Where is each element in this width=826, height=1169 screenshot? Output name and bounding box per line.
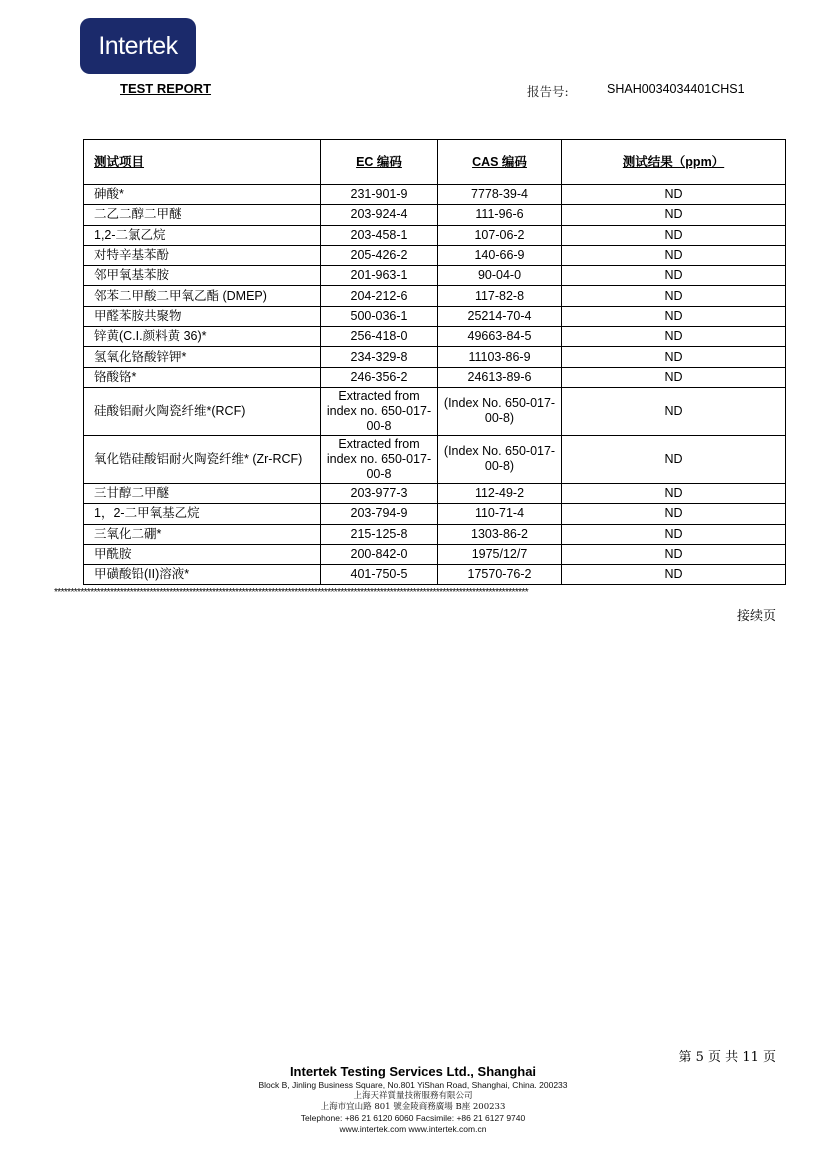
separator-line: ************************************************************************************************************************************************ [54, 588, 528, 598]
cell-test-item: 氢氧化铬酸锌钾* [84, 347, 321, 367]
cell-test-item: 甲醛苯胺共聚物 [84, 306, 321, 326]
cell-result: ND [562, 245, 786, 265]
page-number: 第 5 页 共 11 页 [678, 1050, 776, 1065]
cell-test-item: 甲磺酸铅(II)溶液* [84, 565, 321, 585]
cell-test-item: 1，2-二甲氧基乙烷 [84, 504, 321, 524]
cell-result: ND [562, 504, 786, 524]
cell-cas-number: 24613-89-6 [438, 367, 562, 387]
cell-ec-number: 231-901-9 [321, 185, 438, 205]
cell-ec-number: 204-212-6 [321, 286, 438, 306]
cell-cas-number: 7778-39-4 [438, 185, 562, 205]
report-title: TEST REPORT [120, 81, 212, 96]
column-header-result: 测试结果（ppm） [562, 140, 786, 185]
cell-test-item: 甲酰胺 [84, 544, 321, 564]
cell-test-item: 三甘醇二甲醚 [84, 483, 321, 503]
cell-test-item: 1,2-二氯乙烷 [84, 225, 321, 245]
cell-cas-number: 11103-86-9 [438, 347, 562, 367]
table-header-row [84, 140, 786, 185]
cell-ec-number: 256-418-0 [321, 327, 438, 347]
cell-result: ND [562, 544, 786, 564]
cell-cas-number: 90-04-0 [438, 266, 562, 286]
cell-result: ND [562, 286, 786, 306]
cell-test-item: 锌黄(C.I.颜料黄 36)* [84, 327, 321, 347]
cell-ec-number: 201-963-1 [321, 266, 438, 286]
cell-result: ND [562, 306, 786, 326]
cell-cas-number: 117-82-8 [438, 286, 562, 306]
cell-result: ND [562, 225, 786, 245]
table-row [84, 504, 786, 524]
table-row [84, 266, 786, 286]
cell-test-item: 砷酸* [84, 185, 321, 205]
table-row [84, 245, 786, 265]
cell-ec-number: 500-036-1 [321, 306, 438, 326]
table-row [84, 387, 786, 435]
cell-cas-number: 110-71-4 [438, 504, 562, 524]
continued-note: 接续页 [736, 609, 776, 624]
table-row [84, 185, 786, 205]
footer-address-en: Block B, Jinling Business Square, No.801 YiShan Road, Shanghai, China. 200233 [258, 1080, 568, 1090]
footer-company-cn: 上海天祥質量技術服務有限公司 [353, 1091, 473, 1101]
cell-ec-number: 401-750-5 [321, 565, 438, 585]
cell-result: ND [562, 565, 786, 585]
cell-result: ND [562, 266, 786, 286]
table-row [84, 544, 786, 564]
cell-result: ND [562, 347, 786, 367]
footer [0, 1064, 826, 1135]
table-row [84, 524, 786, 544]
cell-result: ND [562, 327, 786, 347]
cell-ec-number: 234-329-8 [321, 347, 438, 367]
column-header-cas-number: CAS 编码 [438, 140, 562, 185]
cell-ec-number: Extracted from index no. 650-017-00-8 [321, 435, 438, 483]
table-row [84, 435, 786, 483]
table-row [84, 483, 786, 503]
cell-test-item: 铬酸铬* [84, 367, 321, 387]
footer-address-cn: 上海市宜山路 801 號金陵商務廣場 B座 200233 [320, 1102, 506, 1112]
report-number: SHAH0034034401CHS1 [607, 82, 745, 96]
table-row [84, 367, 786, 387]
table-row [84, 286, 786, 306]
cell-cas-number: (Index No. 650-017-00-8) [438, 387, 562, 435]
cell-result: ND [562, 367, 786, 387]
cell-cas-number: (Index No. 650-017-00-8) [438, 435, 562, 483]
cell-test-item: 对特辛基苯酚 [84, 245, 321, 265]
cell-test-item: 三氧化二硼* [84, 524, 321, 544]
footer-company: Intertek Testing Services Ltd., Shanghai [289, 1064, 537, 1079]
cell-result: ND [562, 185, 786, 205]
cell-cas-number: 112-49-2 [438, 483, 562, 503]
cell-result: ND [562, 483, 786, 503]
cell-cas-number: 140-66-9 [438, 245, 562, 265]
intertek-logo: Intertek [80, 18, 196, 74]
cell-ec-number: 203-924-4 [321, 205, 438, 225]
report-number-label: 报告号: [527, 84, 569, 99]
cell-cas-number: 17570-76-2 [438, 565, 562, 585]
cell-ec-number: Extracted from index no. 650-017-00-8 [321, 387, 438, 435]
table-row [84, 205, 786, 225]
cell-result: ND [562, 387, 786, 435]
cell-result: ND [562, 205, 786, 225]
cell-cas-number: 1303-86-2 [438, 524, 562, 544]
cell-ec-number: 200-842-0 [321, 544, 438, 564]
cell-result: ND [562, 524, 786, 544]
test-results-table [83, 139, 786, 585]
cell-cas-number: 25214-70-4 [438, 306, 562, 326]
cell-test-item: 二乙二醇二甲醚 [84, 205, 321, 225]
cell-cas-number: 107-06-2 [438, 225, 562, 245]
cell-ec-number: 215-125-8 [321, 524, 438, 544]
table-row [84, 327, 786, 347]
cell-cas-number: 1975/12/7 [438, 544, 562, 564]
cell-test-item: 硅酸铝耐火陶瓷纤维*(RCF) [84, 387, 321, 435]
cell-ec-number: 205-426-2 [321, 245, 438, 265]
footer-website: www.intertek.com www.intertek.com.cn [339, 1124, 487, 1134]
cell-ec-number: 246-356-2 [321, 367, 438, 387]
cell-test-item: 邻甲氧基苯胺 [84, 266, 321, 286]
table-row [84, 225, 786, 245]
column-header-ec-number: EC 编码 [321, 140, 438, 185]
cell-test-item: 氧化锆硅酸铝耐火陶瓷纤维* (Zr-RCF) [84, 435, 321, 483]
table-row [84, 565, 786, 585]
footer-phone: Telephone: +86 21 6120 6060 Facsimile: +86 21 6127 9740 [300, 1113, 526, 1123]
cell-ec-number: 203-458-1 [321, 225, 438, 245]
cell-cas-number: 111-96-6 [438, 205, 562, 225]
table-row [84, 306, 786, 326]
cell-test-item: 邻苯二甲酸二甲氧乙酯 (DMEP) [84, 286, 321, 306]
cell-cas-number: 49663-84-5 [438, 327, 562, 347]
table-row [84, 347, 786, 367]
column-header-test-item: 测试项目 [84, 140, 321, 185]
cell-result: ND [562, 435, 786, 483]
cell-ec-number: 203-794-9 [321, 504, 438, 524]
cell-ec-number: 203-977-3 [321, 483, 438, 503]
